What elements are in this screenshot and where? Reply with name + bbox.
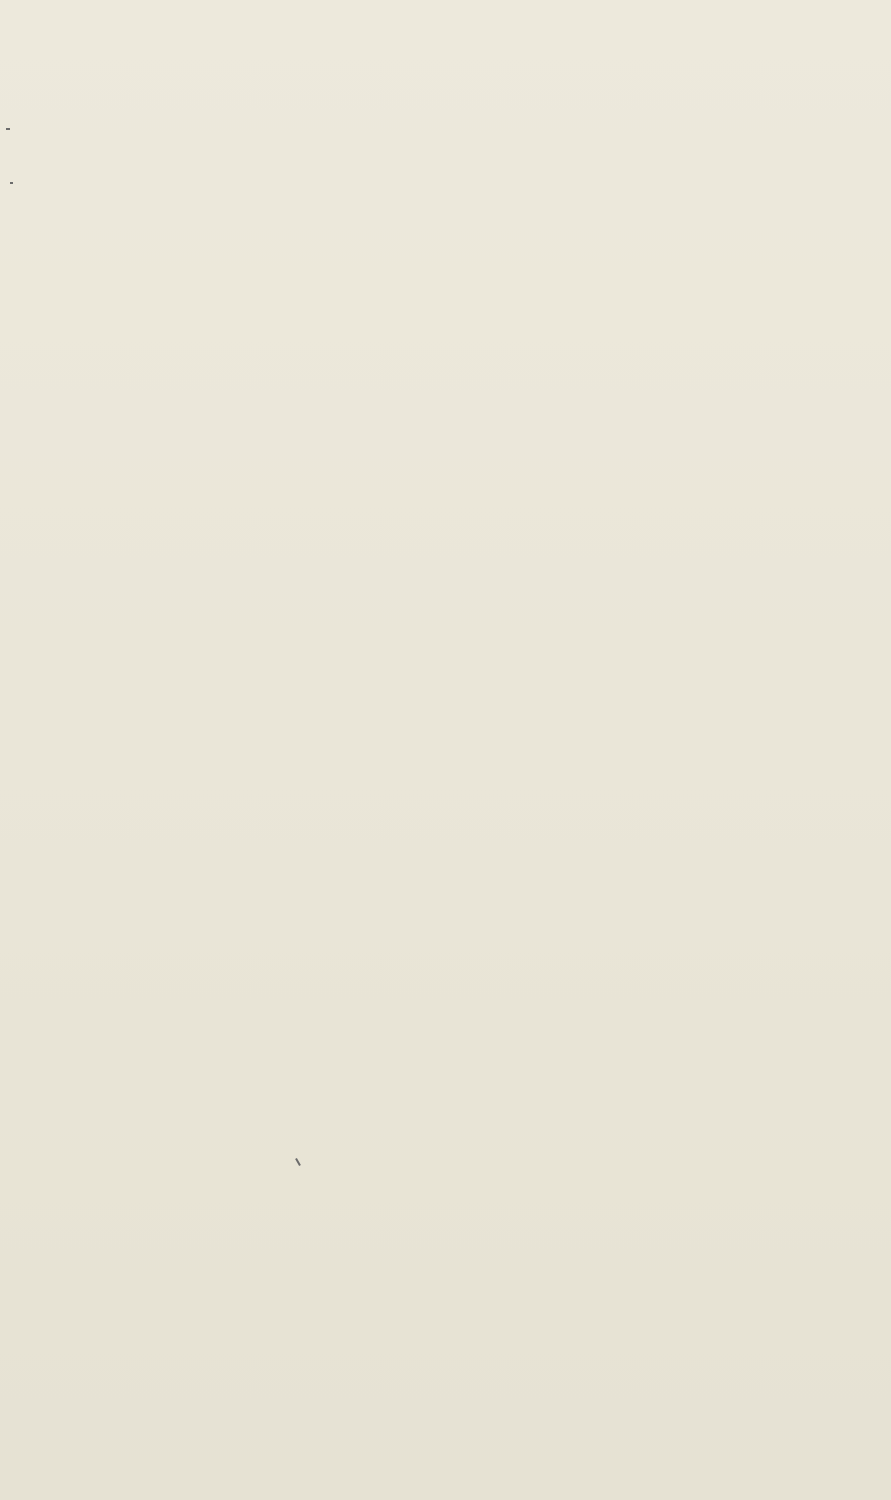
margin-mark xyxy=(10,182,13,184)
transcript-line xyxy=(110,211,158,231)
stray-mark xyxy=(295,1158,301,1166)
transcript-line xyxy=(110,172,158,192)
margin-mark xyxy=(6,128,10,130)
